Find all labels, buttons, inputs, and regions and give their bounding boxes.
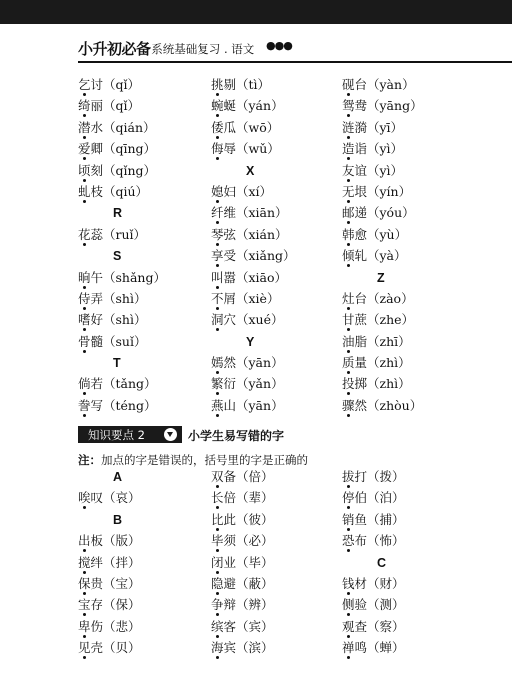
list-row xyxy=(78,597,512,618)
misspelled-word-list xyxy=(78,469,512,662)
word-entry: 销鱼（捕） xyxy=(342,511,405,527)
alphabet-heading: Z xyxy=(377,270,385,285)
emphasis-dot xyxy=(347,136,350,139)
word-entry: 拔打（拨） xyxy=(342,469,405,484)
word-entry: 灶台（zào） xyxy=(342,290,414,306)
word-entry: 毕须（必） xyxy=(211,533,274,549)
section-title: 小学生易写错的字 xyxy=(188,429,285,443)
list-row xyxy=(78,640,512,661)
emphasis-dot xyxy=(347,635,350,638)
word-entry: 叫嚣（xiāo） xyxy=(211,269,288,285)
word-entry: 邮递（yóu） xyxy=(342,205,415,221)
list-row xyxy=(78,163,512,184)
emphasis-dot xyxy=(83,350,86,353)
word-entry: 鸳鸯（yāng） xyxy=(342,98,423,114)
note-line xyxy=(78,452,308,468)
list-row xyxy=(78,77,512,98)
word-entry: 双备（倍） xyxy=(211,469,274,484)
list-row xyxy=(78,227,512,248)
word-entry: 绮丽（qǐ） xyxy=(78,98,140,114)
emphasis-dot xyxy=(347,549,350,552)
chevron-down-icon xyxy=(164,428,177,441)
list-row xyxy=(78,248,512,269)
list-row xyxy=(78,312,512,333)
word-entry: 禅鸣（蝉） xyxy=(342,640,405,656)
emphasis-dot xyxy=(347,179,350,182)
emphasis-dot xyxy=(83,592,86,595)
emphasis-dot xyxy=(83,613,86,616)
word-entry: 潜水（qián） xyxy=(78,119,156,135)
emphasis-dot xyxy=(347,392,350,395)
word-entry: 虬枝（qiú） xyxy=(78,183,149,199)
list-row xyxy=(78,184,512,205)
emphasis-dot xyxy=(216,221,219,224)
knowledge-point-label: 知识要点 2 xyxy=(88,428,145,442)
emphasis-dot xyxy=(83,414,86,417)
word-entry: 出板（版） xyxy=(78,533,141,549)
emphasis-dot xyxy=(83,136,86,139)
word-entry: 搅绊（拌） xyxy=(78,554,141,570)
list-row xyxy=(78,334,512,355)
word-entry: 钱材（财） xyxy=(342,575,405,591)
word-entry: 卑伤（悲） xyxy=(78,618,141,634)
word-entry: 爱卿（qīng） xyxy=(78,141,157,157)
word-entry: 纤维（xiān） xyxy=(211,205,288,221)
list-row xyxy=(78,555,512,576)
alphabet-heading: C xyxy=(377,555,387,570)
word-entry: 唉叹（哀） xyxy=(78,490,141,506)
word-entry: 晌午（shǎng） xyxy=(78,269,166,285)
word-entry: 侮辱（wǔ） xyxy=(211,141,280,157)
word-entry: 琴弦（xián） xyxy=(211,226,288,242)
word-entry: 保贵（宝） xyxy=(78,575,141,591)
emphasis-dot xyxy=(347,371,350,374)
word-entry: 媳妇（xí） xyxy=(211,183,273,199)
emphasis-dot xyxy=(83,656,86,659)
word-entry: 誊写（téng） xyxy=(78,397,157,413)
emphasis-dot xyxy=(83,635,86,638)
section-header xyxy=(78,426,512,444)
book-subtitle: . 系统基础复习 . 语文 xyxy=(144,42,255,56)
emphasis-dot xyxy=(83,93,86,96)
note-text: 加点的字是错误的，括号里的字是正确的 xyxy=(101,453,308,467)
alphabet-heading: S xyxy=(113,249,122,264)
emphasis-dot xyxy=(216,114,219,117)
word-entry: 倘若（tǎng） xyxy=(78,376,157,392)
alphabet-heading: A xyxy=(113,470,123,484)
emphasis-dot xyxy=(216,264,219,267)
emphasis-dot xyxy=(216,506,219,509)
emphasis-dot xyxy=(347,114,350,117)
list-row xyxy=(78,120,512,141)
emphasis-dot xyxy=(347,200,350,203)
emphasis-dot xyxy=(216,528,219,531)
word-entry: 顷刻（qǐng） xyxy=(78,162,157,178)
knowledge-point-tag xyxy=(78,426,182,443)
word-entry: 缤客（宾） xyxy=(211,618,274,634)
word-entry: 观查（察） xyxy=(342,618,405,634)
emphasis-dot xyxy=(83,571,86,574)
word-entry: 甘蔗（zhe） xyxy=(342,312,415,328)
emphasis-dot xyxy=(216,243,219,246)
emphasis-dot xyxy=(83,114,86,117)
emphasis-dot xyxy=(83,307,86,310)
emphasis-dot xyxy=(83,157,86,160)
emphasis-dot xyxy=(347,157,350,160)
word-entry: 恐布（怖） xyxy=(342,533,405,549)
word-entry: 友谊（yì） xyxy=(342,162,404,178)
emphasis-dot xyxy=(347,307,350,310)
top-black-bar xyxy=(0,0,512,24)
page-header xyxy=(78,36,512,62)
word-entry: 洞穴（xué） xyxy=(211,312,284,328)
pinyin-word-list xyxy=(78,77,512,419)
word-entry: 涟漪（yī） xyxy=(342,119,404,135)
emphasis-dot xyxy=(347,414,350,417)
emphasis-dot xyxy=(216,485,219,488)
emphasis-dot xyxy=(347,328,350,331)
emphasis-dot xyxy=(347,528,350,531)
alphabet-heading: R xyxy=(113,206,123,221)
header-rule xyxy=(78,61,512,63)
word-entry: 蜿蜒（yán） xyxy=(211,98,284,114)
word-entry: 乞讨（qǐ） xyxy=(78,77,140,92)
emphasis-dot xyxy=(347,264,350,267)
word-entry: 韩愈（yù） xyxy=(342,226,408,242)
word-entry: 闭业（毕） xyxy=(211,554,274,570)
list-row xyxy=(78,355,512,376)
word-entry: 侍弄（shì） xyxy=(78,290,147,306)
word-entry: 比此（彼） xyxy=(211,511,274,527)
emphasis-dot xyxy=(83,549,86,552)
list-row xyxy=(78,469,512,490)
alphabet-heading: T xyxy=(113,356,121,371)
emphasis-dot xyxy=(347,243,350,246)
emphasis-dot xyxy=(347,656,350,659)
alphabet-heading: Y xyxy=(246,334,255,349)
emphasis-dot xyxy=(83,286,86,289)
book-brand-title: 小升初必备 xyxy=(78,40,151,58)
emphasis-dot xyxy=(83,392,86,395)
word-entry: 享受（xiǎng） xyxy=(211,248,296,264)
emphasis-dot xyxy=(347,485,350,488)
emphasis-dot xyxy=(216,656,219,659)
word-entry: 倾轧（yà） xyxy=(342,248,407,264)
emphasis-dot xyxy=(216,328,219,331)
emphasis-dot xyxy=(347,592,350,595)
list-row xyxy=(78,141,512,162)
word-entry: 骨髓（suǐ） xyxy=(78,333,147,349)
emphasis-dot xyxy=(216,613,219,616)
emphasis-dot xyxy=(216,371,219,374)
word-entry: 燕山（yān） xyxy=(211,397,284,413)
word-entry: 停伯（泊） xyxy=(342,490,405,506)
list-row xyxy=(78,98,512,119)
word-entry: 倭瓜（wō） xyxy=(211,119,280,135)
emphasis-dot xyxy=(216,157,219,160)
word-entry: 不屑（xiè） xyxy=(211,290,280,306)
emphasis-dot xyxy=(216,136,219,139)
emphasis-dot xyxy=(347,93,350,96)
list-row xyxy=(78,398,512,419)
alphabet-heading: X xyxy=(246,163,255,178)
emphasis-dot xyxy=(216,200,219,203)
emphasis-dot xyxy=(216,392,219,395)
word-entry: 见壳（贝） xyxy=(78,640,141,656)
emphasis-dot xyxy=(83,506,86,509)
note-prefix: 注： xyxy=(78,453,101,467)
emphasis-dot xyxy=(83,328,86,331)
list-row xyxy=(78,270,512,291)
alphabet-heading: B xyxy=(113,512,123,527)
emphasis-dot xyxy=(347,613,350,616)
word-entry: 无垠（yín） xyxy=(342,183,412,199)
word-entry: 嗜好（shì） xyxy=(78,312,147,328)
word-entry: 繁衍（yǎn） xyxy=(211,376,284,392)
word-entry: 挑剔（tì） xyxy=(211,77,271,92)
list-row xyxy=(78,291,512,312)
emphasis-dot xyxy=(216,592,219,595)
list-row xyxy=(78,533,512,554)
emphasis-dot xyxy=(347,350,350,353)
emphasis-dot xyxy=(216,549,219,552)
word-entry: 投掷（zhì） xyxy=(342,376,411,392)
word-entry: 砚台（yàn） xyxy=(342,77,415,92)
emphasis-dot xyxy=(216,93,219,96)
emphasis-dot xyxy=(216,635,219,638)
emphasis-dot xyxy=(347,506,350,509)
word-entry: 海宾（滨） xyxy=(211,640,274,656)
word-entry: 造诣（yì） xyxy=(342,141,404,157)
emphasis-dot xyxy=(83,200,86,203)
list-row xyxy=(78,376,512,397)
header-dots: ●●● xyxy=(266,39,292,52)
word-entry: 油脂（zhī） xyxy=(342,333,411,349)
list-row xyxy=(78,512,512,533)
word-entry: 质量（zhì） xyxy=(342,355,411,371)
list-row xyxy=(78,205,512,226)
word-entry: 侧验（测） xyxy=(342,597,405,613)
word-entry: 隐避（蔽） xyxy=(211,575,274,591)
word-entry: 嫣然（yān） xyxy=(211,355,284,371)
word-entry: 争辩（辨） xyxy=(211,597,274,613)
word-entry: 宝存（保） xyxy=(78,597,141,613)
emphasis-dot xyxy=(216,286,219,289)
emphasis-dot xyxy=(216,307,219,310)
emphasis-dot xyxy=(216,571,219,574)
list-row xyxy=(78,576,512,597)
emphasis-dot xyxy=(216,414,219,417)
word-entry: 长倍（辈） xyxy=(211,490,274,506)
word-entry: 花蕊（ruǐ） xyxy=(78,226,147,242)
emphasis-dot xyxy=(347,221,350,224)
word-entry: 骤然（zhòu） xyxy=(342,397,423,413)
emphasis-dot xyxy=(83,179,86,182)
list-row xyxy=(78,619,512,640)
list-row xyxy=(78,490,512,511)
emphasis-dot xyxy=(83,243,86,246)
